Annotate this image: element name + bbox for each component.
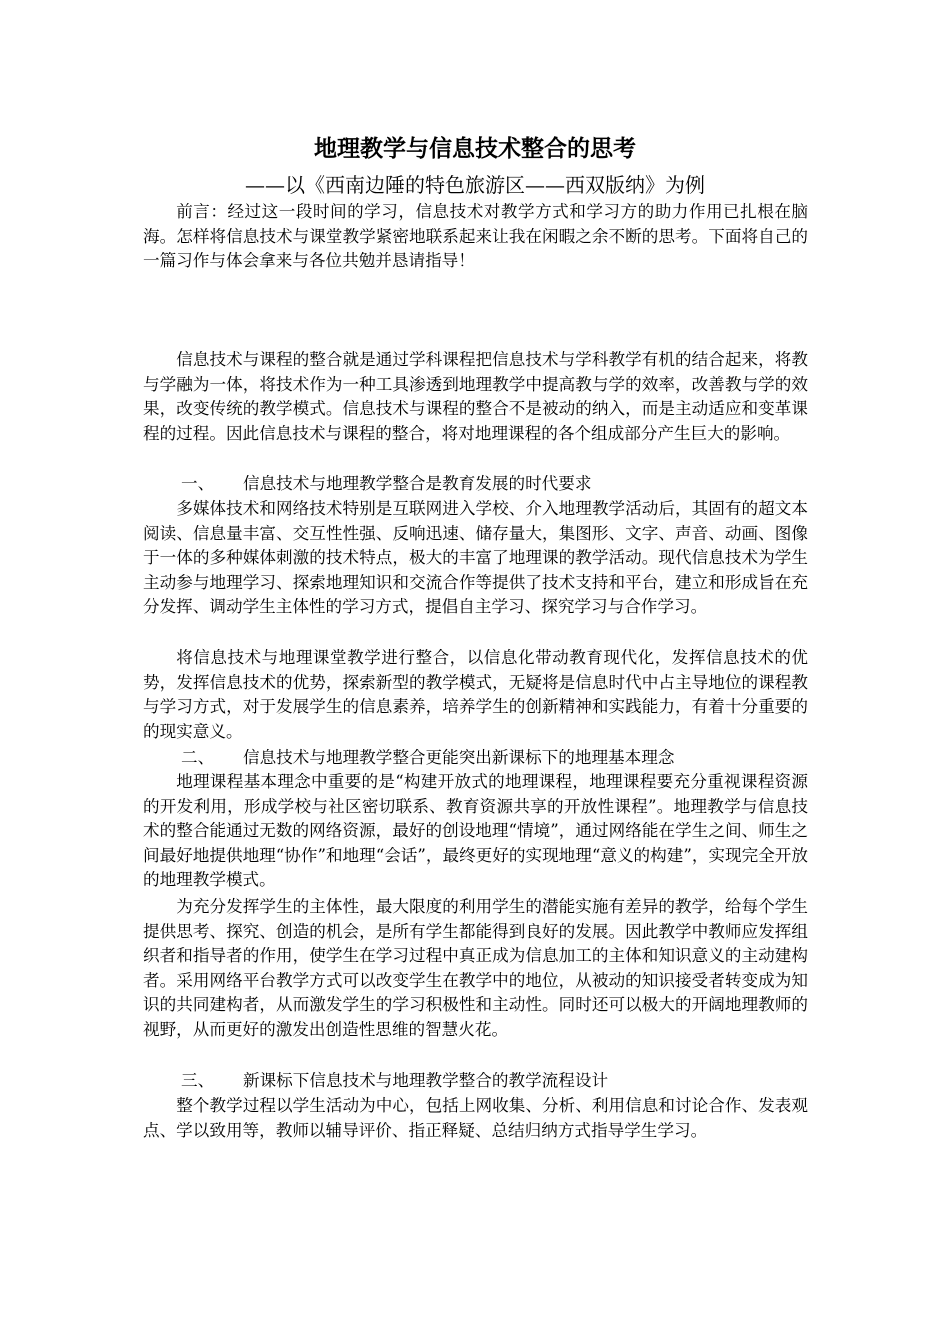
section-3-title: 新课标下信息技术与地理教学整合的教学流程设计 (243, 1071, 609, 1090)
section-2-number: 二、 (181, 748, 215, 767)
section-2-paragraph-2: 为充分发挥学生的主体性，最大限度的利用学生的潜能实施有差异的教学，给每个学生提供思考、探究、创造的机会，是所有学生都能得到良好的发展。因此教学中教师应发挥组织者和指导者的作用，使学生在学习过程中真正成为信息加工的主体和知识意义的主动建构者。采用网络平台教学方式可以改变学生在教学中的地位，从被动的知识接受者转变成为知识的共同建构者，从而激发学生的学习积极性和主动性。同时还可以极大的开阔地理教师的视野，从而更好的激发出创造性思维的智慧火花。 (143, 897, 808, 1039)
section-3-heading (143, 1069, 808, 1094)
section-3-paragraph-1: 整个教学过程以学生活动为中心，包括上网收集、分析、利用信息和讨论合作、发表观点、学以致用等，教师以辅导评价、指正释疑、总结归纳方式指导学生学习。 (143, 1096, 808, 1140)
section-1-number: 一、 (181, 474, 215, 493)
document-title: 地理教学与信息技术整合的思考 (314, 136, 636, 162)
section-2-title: 信息技术与地理教学整合更能突出新课标下的地理基本理念 (243, 748, 675, 767)
section-3-number: 三、 (181, 1071, 215, 1090)
section-1-heading (143, 472, 808, 497)
section-1-paragraph-1: 多媒体技术和网络技术特别是互联网进入学校、介入地理教学活动后，其固有的超文本阅读、信息量丰富、交互性性强、反响迅速、储存量大，集图形、文字、声音、动画、图像于一体的多种媒体刺激的技术特点，极大的丰富了地理课的教学活动。现代信息技术为学生主动参与地理学习、探索地理知识和交流合作等提供了技术支持和平台，建立和形成旨在充分发挥、调动学生主体性的学习方式，提倡自主学习、探究学习与合作学习。 (143, 499, 808, 617)
section-1-paragraph-2: 将信息技术与地理课堂教学进行整合，以信息化带动教育现代化，发挥信息技术的优势，发挥信息技术的优势，探索新型的教学模式，无疑将是信息时代中占主导地位的课程教与学习方式，对于发展学生的信息素养，培养学生的创新精神和实践能力，有着十分重要的的现实意义。 (143, 648, 808, 741)
intro-paragraph: 信息技术与课程的整合就是通过学科课程把信息技术与学科教学有机的结合起来，将教与学融为一体，将技术作为一种工具渗透到地理教学中提高教与学的效率，改善教与学的效果，改变传统的教学模式。信息技术与课程的整合不是被动的纳入，而是主动适应和变革课程的过程。因此信息技术与课程的整合，将对地理课程的各个组成部分产生巨大的影响。 (143, 350, 808, 443)
document-subtitle: ——以《西南边陲的特色旅游区——西双版纳》为例 (245, 173, 705, 197)
section-1-title: 信息技术与地理教学整合是教育发展的时代要求 (243, 474, 592, 493)
section-2-paragraph-1: 地理课程基本理念中重要的是“构建开放式的地理课程，地理课程要充分重视课程资源的开发利用，形成学校与社区密切联系、教育资源共享的开放性课程”。地理教学与信息技术的整合能通过无数的网络资源，最好的创设地理“情境”，通过网络能在学生之间、师生之间最好地提供地理“协作”和地理“会话”，最终更好的实现地理“意义的构建”，实现完全开放的地理教学模式。 (143, 772, 808, 890)
preface-paragraph: 前言：经过这一段时间的学习，信息技术对教学方式和学习方的助力作用已扎根在脑海。怎样将信息技术与课堂教学紧密地联系起来让我在闲暇之余不断的思考。下面将自己的一篇习作与体会拿来与各位共勉并恳请指导！ (143, 202, 808, 271)
section-2-heading (143, 746, 808, 771)
